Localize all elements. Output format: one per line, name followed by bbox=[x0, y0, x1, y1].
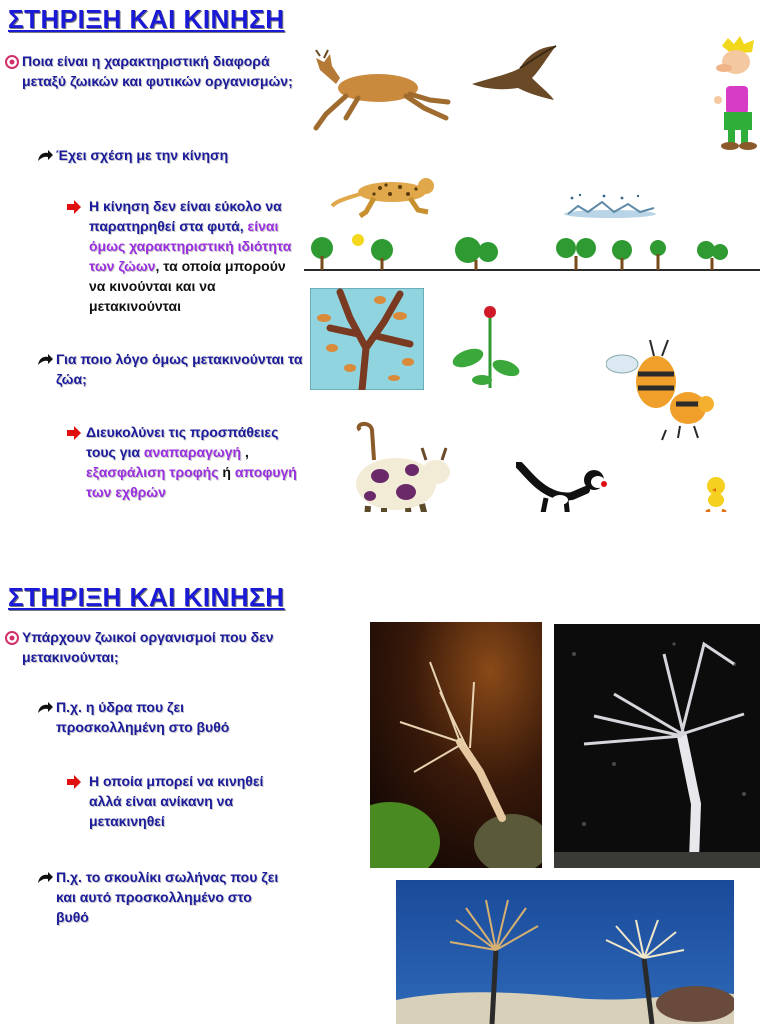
hydra-photo-1 bbox=[370, 622, 542, 868]
red-arrow-icon bbox=[66, 425, 82, 441]
yellow-bird-image bbox=[702, 474, 730, 512]
curved-arrow-icon bbox=[36, 870, 54, 886]
plain-text: Διευκολύνει τις προσπάθειες τους για bbox=[86, 424, 279, 460]
cat-image bbox=[516, 462, 608, 512]
highlight-text: αναπαραγωγή bbox=[143, 444, 242, 460]
slide-title: ΣΤΗΡΙΞΗ ΚΑΙ ΚΙΝΗΣΗ bbox=[8, 4, 285, 34]
cartoon-boy-image bbox=[708, 36, 764, 152]
question-text: Ποια είναι η χαρακτηριστική διαφορά μεταξύ ζωικών και φυτικών οργανισμών; bbox=[22, 53, 293, 89]
reasons-text bbox=[86, 422, 301, 502]
curved-arrow-icon bbox=[36, 352, 54, 368]
example-tubeworm-text: Π.χ. το σκουλίκι σωλήνας που ζει και αυτό προσκολλημένο στο βυθό bbox=[56, 869, 279, 925]
question-text: Για ποιο λόγο όμως μετακινούνται τα ζώα; bbox=[56, 351, 303, 387]
hydra-photo-2 bbox=[554, 624, 760, 868]
target-bullet-icon bbox=[4, 54, 20, 70]
cow-image bbox=[350, 420, 480, 512]
motion-explanation bbox=[89, 196, 304, 316]
red-arrow-icon bbox=[66, 774, 82, 790]
target-bullet-icon bbox=[4, 630, 20, 646]
highlight-text: είναι όμως χαρακτηριστική ιδιότητα των ζώων bbox=[89, 218, 292, 274]
plain-text: , τα οποία μπορούν να κινούνται και να μετακινούνται bbox=[89, 258, 286, 314]
highlight-text: εξασφάλιση τροφής bbox=[86, 464, 219, 480]
red-arrow-icon bbox=[66, 199, 82, 215]
tubeworm-photo bbox=[396, 880, 734, 1024]
curved-arrow-icon bbox=[36, 700, 54, 716]
bees-image bbox=[606, 334, 722, 444]
bird-image bbox=[470, 44, 560, 102]
plain-text: ή bbox=[218, 464, 235, 480]
hydra-movement-text: Η οποία μπορεί να κινηθεί αλλά είναι ανίκανη να μετακινηθεί bbox=[89, 773, 264, 829]
leopard-image bbox=[330, 172, 440, 220]
answer-text: Έχει σχέση με την κίνηση bbox=[56, 147, 229, 163]
curved-arrow-icon bbox=[36, 148, 54, 164]
question-text: Υπάρχουν ζωικοί οργανισμοί που δεν μετακινούνται; bbox=[22, 629, 274, 665]
trees-row-image bbox=[304, 228, 760, 274]
plain-text: Η κίνηση δεν είναι εύκολο να παρατηρηθεί στα φυτά, bbox=[89, 198, 282, 234]
autumn-tree-image bbox=[310, 288, 424, 390]
example-hydra-text: Π.χ. η ύδρα που ζει προσκολλημένη στο βυθό bbox=[56, 699, 230, 735]
deer-image bbox=[306, 48, 454, 134]
slide-title: ΣΤΗΡΙΞΗ ΚΑΙ ΚΙΝΗΣΗ bbox=[8, 582, 285, 612]
rose-image bbox=[448, 302, 524, 390]
water-splash-image bbox=[558, 192, 662, 220]
plain-text: , bbox=[241, 444, 249, 460]
slide-2 bbox=[0, 572, 768, 1024]
highlight-text: αποφυγή των εχθρών bbox=[86, 464, 297, 500]
